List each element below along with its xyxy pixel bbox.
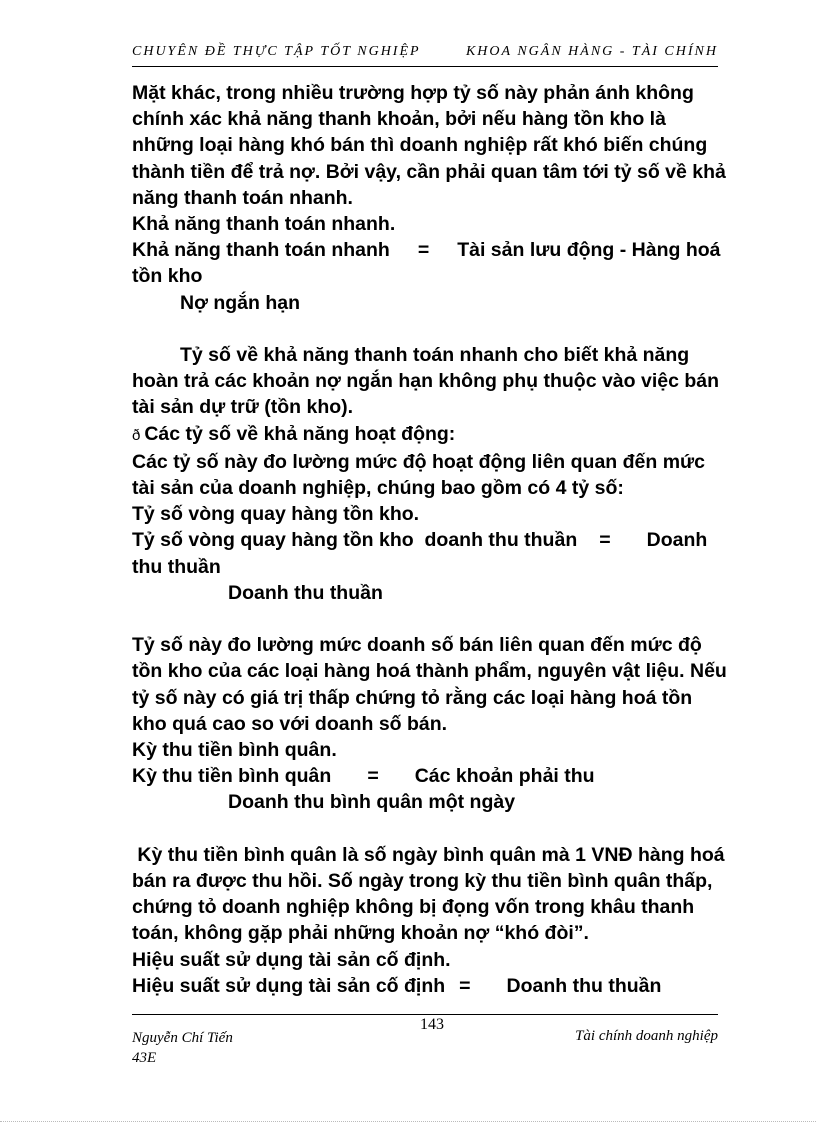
author-class: 43E [132, 1050, 157, 1066]
formula-numerator: Tài sản lưu động - Hàng hoá tồn kho [132, 239, 726, 288]
page-header [132, 36, 718, 67]
heading-inventory-turnover: Tỷ số vòng quay hàng tồn kho. [132, 503, 420, 526]
footer-subject: Tài chính doanh nghiệp [575, 1028, 718, 1044]
formula-denominator: Doanh thu thuần [228, 581, 383, 604]
bullet-icon: ð [132, 426, 141, 444]
paragraph-2-text: Tỷ số về khả năng thanh toán nhanh cho biết khả năng hoàn trả các khoản nợ ngắn hạn không phụ thuộc vào việc bán tài sản dự trữ (tồn kho). [132, 344, 725, 419]
formula-left: Khả năng thanh toán nhanh [132, 239, 390, 262]
heading-collection-period: Kỳ thu tiền bình quân. [132, 739, 337, 762]
page-footer [132, 1016, 732, 1076]
formula-fixed-asset-efficiency [132, 973, 732, 999]
formula-inventory-turnover [132, 527, 732, 579]
formula-numerator: Doanh thu thuần [506, 974, 662, 997]
paragraph-3: Các tỷ số này đo lường mức độ hoạt động liên quan đến mức tài sản của doanh nghiệp, chúng bao gồm có 4 tỷ số: [132, 450, 711, 500]
heading-activity-ratios [132, 421, 732, 449]
formula-equals: = [599, 529, 611, 552]
formula-left: Kỳ thu tiền bình quân [132, 765, 332, 788]
paragraph-1: Mặt khác, trong nhiều trường hợp tỷ số này phản ánh không chính xác khả năng thanh khoản, bởi nếu hàng tồn kho là những loại hàng khó bán thì doanh nghiệp rất khó biến chúng thành tiền để trả nợ. Bởi vậy, cần phải quan tâm tới tỷ số về khả năng thanh toán nhanh. [132, 82, 732, 209]
document-body [132, 80, 732, 999]
formula-numerator: Doanh thu thuần [132, 529, 713, 578]
heading-activity-ratios-text: Các tỷ số về khả năng hoạt động: [144, 422, 456, 445]
formula-collection-period [132, 763, 732, 789]
formula-denominator: Doanh thu bình quân một ngày [228, 791, 516, 814]
formula-left: Hiệu suất sử dụng tài sản cố định [132, 974, 446, 997]
header-left: CHUYÊN ĐỀ THỰC TẬP TỐT NGHIỆP [132, 44, 421, 59]
heading-quick-ratio: Khả năng thanh toán nhanh. [132, 213, 396, 236]
formula-quick-ratio [132, 237, 732, 289]
paragraph-2 [132, 342, 732, 421]
footer-divider [132, 1014, 718, 1015]
formula-denominator: Nợ ngắn hạn [180, 291, 301, 314]
header-right: KHOA NGÂN HÀNG - TÀI CHÍNH [465, 44, 718, 59]
author-name: Nguyễn Chí Tiến [132, 1030, 233, 1046]
page-edge [0, 1121, 816, 1122]
formula-numerator: Các khoản phải thu [414, 765, 595, 788]
formula-equals: = [459, 974, 471, 997]
heading-fixed-asset-efficiency: Hiệu suất sử dụng tài sản cố định. [132, 948, 451, 971]
paragraph-4: Tỷ số này đo lường mức doanh số bán liên quan đến mức độ tồn kho của các loại hàng hoá thành phẩm, nguyên vật liệu. Nếu tỷ số này có giá trị thấp chứng tỏ rằng các loại hàng hoá tồn kho quá cao so với doanh số bán. [132, 634, 733, 735]
formula-equals: = [367, 765, 379, 788]
formula-left: Tỷ số vòng quay hàng tồn kho doanh thu thuần [132, 529, 578, 552]
paragraph-5: Kỳ thu tiền bình quân là số ngày bình quân mà 1 VNĐ hàng hoá bán ra được thu hồi. Số ngày trong kỳ thu tiền bình quân thấp, chứng tỏ doanh nghiệp không bị đọng vốn trong khâu thanh toán, không gặp phải những khoản nợ “khó đòi”. [132, 843, 731, 945]
formula-equals: = [417, 239, 430, 262]
page-number: 143 [420, 1016, 444, 1033]
footer-author [132, 1028, 233, 1068]
